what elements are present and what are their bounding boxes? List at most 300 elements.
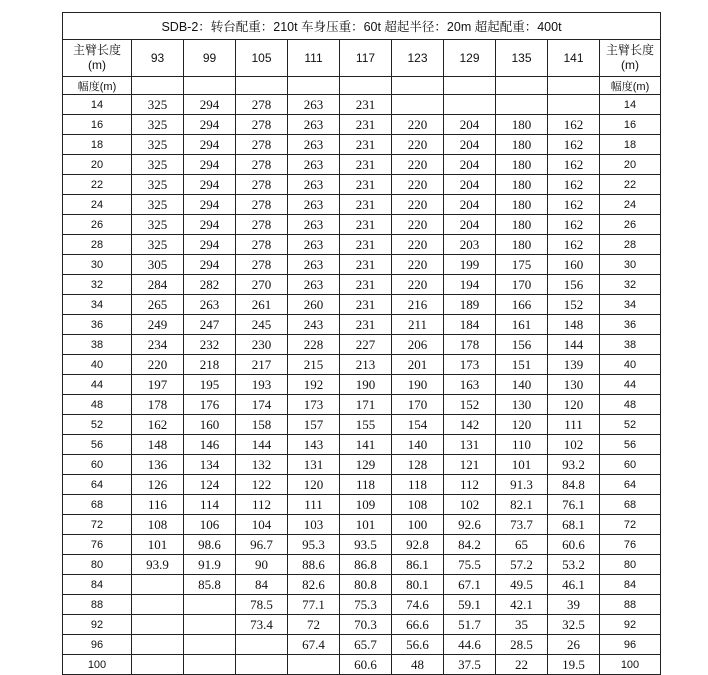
table-row	[63, 275, 661, 295]
capacity-cell	[132, 595, 184, 615]
capacity-cell: 126	[132, 475, 184, 495]
load-chart-table	[62, 12, 661, 675]
capacity-cell: 75.3	[340, 595, 392, 615]
radius-cell-right: 52	[600, 415, 661, 435]
capacity-cell: 114	[184, 495, 236, 515]
capacity-cell: 88.6	[288, 555, 340, 575]
capacity-cell: 122	[236, 475, 288, 495]
radius-cell-left: 16	[63, 115, 132, 135]
capacity-cell: 84.8	[548, 475, 600, 495]
radius-cell-right: 88	[600, 595, 661, 615]
capacity-cell: 93.2	[548, 455, 600, 475]
capacity-cell: 180	[496, 195, 548, 215]
capacity-cell	[132, 615, 184, 635]
boom-length-label-left	[63, 40, 132, 77]
radius-cell-left: 84	[63, 575, 132, 595]
capacity-cell: 180	[496, 115, 548, 135]
capacity-cell: 91.3	[496, 475, 548, 495]
radius-unit-row	[63, 77, 661, 95]
capacity-cell: 190	[340, 375, 392, 395]
capacity-cell: 325	[132, 95, 184, 115]
capacity-cell	[184, 615, 236, 635]
capacity-cell: 204	[444, 115, 496, 135]
capacity-cell: 51.7	[444, 615, 496, 635]
radius-cell-right: 26	[600, 215, 661, 235]
capacity-cell: 220	[392, 235, 444, 255]
capacity-cell: 247	[184, 315, 236, 335]
capacity-cell: 190	[392, 375, 444, 395]
radius-cell-left: 20	[63, 155, 132, 175]
capacity-cell: 263	[288, 175, 340, 195]
capacity-cell: 294	[184, 255, 236, 275]
capacity-cell: 19.5	[548, 655, 600, 675]
radius-cell-left: 48	[63, 395, 132, 415]
radius-cell-left: 64	[63, 475, 132, 495]
capacity-cell: 76.1	[548, 495, 600, 515]
capacity-cell: 278	[236, 135, 288, 155]
capacity-cell: 171	[340, 395, 392, 415]
capacity-cell: 261	[236, 295, 288, 315]
capacity-cell: 124	[184, 475, 236, 495]
capacity-cell: 166	[496, 295, 548, 315]
capacity-cell: 199	[444, 255, 496, 275]
radius-cell-right: 34	[600, 295, 661, 315]
capacity-cell	[132, 655, 184, 675]
capacity-cell: 128	[392, 455, 444, 475]
radius-cell-left: 100	[63, 655, 132, 675]
capacity-cell: 98.6	[184, 535, 236, 555]
capacity-cell: 263	[288, 195, 340, 215]
capacity-cell: 60.6	[340, 655, 392, 675]
capacity-cell: 294	[184, 135, 236, 155]
table-row	[63, 95, 661, 115]
capacity-cell: 278	[236, 175, 288, 195]
capacity-cell: 220	[392, 255, 444, 275]
empty-cell	[132, 77, 184, 95]
capacity-cell: 263	[288, 135, 340, 155]
boom-length-label-text: 主臂长度	[72, 43, 121, 57]
capacity-cell: 278	[236, 95, 288, 115]
radius-cell-right: 18	[600, 135, 661, 155]
boom-length-unit-text: (m)	[621, 58, 639, 72]
radius-cell-right: 24	[600, 195, 661, 215]
capacity-cell: 294	[184, 195, 236, 215]
capacity-cell: 234	[132, 335, 184, 355]
radius-cell-right: 64	[600, 475, 661, 495]
capacity-cell: 162	[548, 155, 600, 175]
capacity-cell: 231	[340, 175, 392, 195]
capacity-cell: 152	[548, 295, 600, 315]
capacity-cell: 77.1	[288, 595, 340, 615]
capacity-cell: 154	[392, 415, 444, 435]
capacity-cell	[184, 595, 236, 615]
radius-cell-left: 44	[63, 375, 132, 395]
table-row	[63, 435, 661, 455]
radius-cell-right: 80	[600, 555, 661, 575]
radius-cell-left: 38	[63, 335, 132, 355]
capacity-cell: 158	[236, 415, 288, 435]
empty-cell	[236, 77, 288, 95]
radius-cell-right: 44	[600, 375, 661, 395]
capacity-cell: 140	[392, 435, 444, 455]
capacity-cell: 263	[288, 255, 340, 275]
capacity-cell: 160	[548, 255, 600, 275]
radius-cell-left: 52	[63, 415, 132, 435]
capacity-cell: 67.4	[288, 635, 340, 655]
capacity-cell: 231	[340, 235, 392, 255]
table-row	[63, 635, 661, 655]
capacity-cell: 67.1	[444, 575, 496, 595]
radius-label-left: 幅度(m)	[63, 77, 132, 95]
capacity-cell: 142	[444, 415, 496, 435]
table-row	[63, 655, 661, 675]
capacity-cell: 80.1	[392, 575, 444, 595]
capacity-cell: 206	[392, 335, 444, 355]
capacity-cell: 22	[496, 655, 548, 675]
table-row	[63, 135, 661, 155]
boom-length-header-cell: 111	[288, 40, 340, 77]
capacity-cell	[548, 95, 600, 115]
capacity-cell: 163	[444, 375, 496, 395]
radius-cell-right: 60	[600, 455, 661, 475]
table-row	[63, 555, 661, 575]
capacity-cell: 141	[340, 435, 392, 455]
capacity-cell: 231	[340, 155, 392, 175]
radius-cell-left: 92	[63, 615, 132, 635]
table-row	[63, 195, 661, 215]
capacity-cell: 231	[340, 195, 392, 215]
capacity-cell: 148	[132, 435, 184, 455]
capacity-cell: 93.5	[340, 535, 392, 555]
capacity-cell: 231	[340, 135, 392, 155]
radius-cell-left: 88	[63, 595, 132, 615]
capacity-cell: 230	[236, 335, 288, 355]
table-row	[63, 615, 661, 635]
capacity-cell: 144	[236, 435, 288, 455]
capacity-cell: 143	[288, 435, 340, 455]
load-chart-body	[63, 13, 661, 675]
radius-cell-left: 14	[63, 95, 132, 115]
table-row	[63, 215, 661, 235]
capacity-cell: 243	[288, 315, 340, 335]
capacity-cell: 325	[132, 115, 184, 135]
capacity-cell: 184	[444, 315, 496, 335]
capacity-cell: 131	[288, 455, 340, 475]
capacity-cell: 204	[444, 215, 496, 235]
table-row	[63, 595, 661, 615]
capacity-cell: 75.5	[444, 555, 496, 575]
capacity-cell: 136	[132, 455, 184, 475]
capacity-cell: 220	[392, 215, 444, 235]
capacity-cell: 160	[184, 415, 236, 435]
capacity-cell: 101	[496, 455, 548, 475]
capacity-cell: 220	[392, 175, 444, 195]
radius-cell-left: 96	[63, 635, 132, 655]
capacity-cell: 227	[340, 335, 392, 355]
boom-length-header-cell: 135	[496, 40, 548, 77]
capacity-cell: 294	[184, 115, 236, 135]
capacity-cell: 204	[444, 135, 496, 155]
capacity-cell: 130	[496, 395, 548, 415]
capacity-cell: 282	[184, 275, 236, 295]
radius-cell-right: 38	[600, 335, 661, 355]
capacity-cell: 46.1	[548, 575, 600, 595]
capacity-cell: 102	[548, 435, 600, 455]
capacity-cell	[288, 655, 340, 675]
radius-cell-right: 84	[600, 575, 661, 595]
capacity-cell: 157	[288, 415, 340, 435]
capacity-cell: 231	[340, 275, 392, 295]
capacity-cell: 35	[496, 615, 548, 635]
capacity-cell: 231	[340, 315, 392, 335]
capacity-cell: 228	[288, 335, 340, 355]
capacity-cell: 218	[184, 355, 236, 375]
radius-cell-left: 18	[63, 135, 132, 155]
radius-cell-right: 20	[600, 155, 661, 175]
empty-cell	[288, 77, 340, 95]
capacity-cell: 134	[184, 455, 236, 475]
capacity-cell: 120	[548, 395, 600, 415]
capacity-cell: 162	[548, 195, 600, 215]
radius-cell-left: 68	[63, 495, 132, 515]
capacity-cell: 294	[184, 175, 236, 195]
capacity-cell	[132, 575, 184, 595]
capacity-cell: 108	[132, 515, 184, 535]
capacity-cell: 151	[496, 355, 548, 375]
capacity-cell: 174	[236, 395, 288, 415]
capacity-cell: 278	[236, 115, 288, 135]
empty-cell	[444, 77, 496, 95]
radius-cell-right: 48	[600, 395, 661, 415]
radius-cell-left: 34	[63, 295, 132, 315]
table-row	[63, 315, 661, 335]
radius-cell-right: 14	[600, 95, 661, 115]
boom-length-header-cell: 117	[340, 40, 392, 77]
radius-cell-right: 68	[600, 495, 661, 515]
capacity-cell: 245	[236, 315, 288, 335]
capacity-cell: 231	[340, 215, 392, 235]
capacity-cell: 263	[288, 115, 340, 135]
capacity-cell: 192	[288, 375, 340, 395]
capacity-cell: 120	[288, 475, 340, 495]
capacity-cell: 59.1	[444, 595, 496, 615]
capacity-cell	[132, 635, 184, 655]
radius-cell-left: 24	[63, 195, 132, 215]
capacity-cell: 162	[548, 175, 600, 195]
boom-length-header-cell: 99	[184, 40, 236, 77]
capacity-cell: 152	[444, 395, 496, 415]
capacity-cell: 131	[444, 435, 496, 455]
capacity-cell: 26	[548, 635, 600, 655]
capacity-cell: 220	[132, 355, 184, 375]
radius-cell-left: 72	[63, 515, 132, 535]
capacity-cell: 111	[288, 495, 340, 515]
radius-cell-right: 76	[600, 535, 661, 555]
title-row	[63, 13, 661, 40]
capacity-cell: 132	[236, 455, 288, 475]
capacity-cell: 116	[132, 495, 184, 515]
capacity-cell: 130	[548, 375, 600, 395]
capacity-cell: 155	[340, 415, 392, 435]
capacity-cell	[392, 95, 444, 115]
table-row	[63, 155, 661, 175]
capacity-cell: 204	[444, 155, 496, 175]
capacity-cell: 60.6	[548, 535, 600, 555]
boom-length-header-cell: 123	[392, 40, 444, 77]
capacity-cell: 74.6	[392, 595, 444, 615]
capacity-cell: 73.4	[236, 615, 288, 635]
capacity-cell: 189	[444, 295, 496, 315]
capacity-cell: 156	[548, 275, 600, 295]
capacity-cell: 80.8	[340, 575, 392, 595]
capacity-cell: 193	[236, 375, 288, 395]
capacity-cell: 263	[288, 275, 340, 295]
capacity-cell: 95.3	[288, 535, 340, 555]
capacity-cell: 175	[496, 255, 548, 275]
capacity-cell: 325	[132, 135, 184, 155]
capacity-cell: 180	[496, 135, 548, 155]
capacity-cell: 325	[132, 155, 184, 175]
empty-cell	[496, 77, 548, 95]
capacity-cell: 65.7	[340, 635, 392, 655]
capacity-cell: 101	[132, 535, 184, 555]
capacity-cell: 325	[132, 195, 184, 215]
radius-cell-left: 26	[63, 215, 132, 235]
capacity-cell: 180	[496, 215, 548, 235]
capacity-cell: 220	[392, 135, 444, 155]
capacity-cell: 86.8	[340, 555, 392, 575]
capacity-cell: 220	[392, 275, 444, 295]
radius-cell-right: 36	[600, 315, 661, 335]
table-row	[63, 335, 661, 355]
capacity-cell: 86.1	[392, 555, 444, 575]
radius-cell-right: 32	[600, 275, 661, 295]
capacity-cell: 139	[548, 355, 600, 375]
capacity-cell: 231	[340, 115, 392, 135]
capacity-cell	[184, 635, 236, 655]
capacity-cell: 325	[132, 235, 184, 255]
capacity-cell	[496, 95, 548, 115]
table-row	[63, 575, 661, 595]
capacity-cell: 204	[444, 175, 496, 195]
capacity-cell	[444, 95, 496, 115]
capacity-cell: 211	[392, 315, 444, 335]
capacity-cell: 48	[392, 655, 444, 675]
empty-cell	[340, 77, 392, 95]
capacity-cell: 220	[392, 155, 444, 175]
capacity-cell: 108	[392, 495, 444, 515]
capacity-cell: 162	[548, 115, 600, 135]
capacity-cell: 148	[548, 315, 600, 335]
capacity-cell: 103	[288, 515, 340, 535]
capacity-cell: 90	[236, 555, 288, 575]
capacity-cell: 73.7	[496, 515, 548, 535]
boom-length-header-row	[63, 40, 661, 77]
boom-length-header-cell: 141	[548, 40, 600, 77]
capacity-cell: 100	[392, 515, 444, 535]
capacity-cell: 325	[132, 175, 184, 195]
capacity-cell: 284	[132, 275, 184, 295]
empty-cell	[392, 77, 444, 95]
capacity-cell: 195	[184, 375, 236, 395]
table-row	[63, 175, 661, 195]
capacity-cell: 173	[444, 355, 496, 375]
capacity-cell: 161	[496, 315, 548, 335]
capacity-cell: 68.1	[548, 515, 600, 535]
radius-cell-left: 32	[63, 275, 132, 295]
capacity-cell: 263	[184, 295, 236, 315]
capacity-cell: 178	[444, 335, 496, 355]
capacity-cell: 216	[392, 295, 444, 315]
capacity-cell: 85.8	[184, 575, 236, 595]
table-row	[63, 115, 661, 135]
capacity-cell: 28.5	[496, 635, 548, 655]
capacity-cell: 294	[184, 215, 236, 235]
capacity-cell: 102	[444, 495, 496, 515]
capacity-cell: 53.2	[548, 555, 600, 575]
capacity-cell: 70.3	[340, 615, 392, 635]
capacity-cell: 112	[236, 495, 288, 515]
capacity-cell: 162	[548, 235, 600, 255]
capacity-cell: 263	[288, 235, 340, 255]
capacity-cell: 92.8	[392, 535, 444, 555]
radius-cell-right: 28	[600, 235, 661, 255]
table-row	[63, 495, 661, 515]
capacity-cell: 49.5	[496, 575, 548, 595]
capacity-cell: 231	[340, 295, 392, 315]
table-row	[63, 355, 661, 375]
capacity-cell: 263	[288, 155, 340, 175]
capacity-cell: 170	[392, 395, 444, 415]
radius-cell-right: 22	[600, 175, 661, 195]
table-row	[63, 475, 661, 495]
capacity-cell: 260	[288, 295, 340, 315]
radius-cell-left: 40	[63, 355, 132, 375]
radius-cell-right: 92	[600, 615, 661, 635]
capacity-cell: 121	[444, 455, 496, 475]
radius-cell-left: 22	[63, 175, 132, 195]
capacity-cell: 294	[184, 95, 236, 115]
capacity-cell: 215	[288, 355, 340, 375]
capacity-cell: 42.1	[496, 595, 548, 615]
capacity-cell: 84.2	[444, 535, 496, 555]
capacity-cell: 294	[184, 155, 236, 175]
capacity-cell: 278	[236, 235, 288, 255]
capacity-cell: 204	[444, 195, 496, 215]
capacity-cell: 110	[496, 435, 548, 455]
capacity-cell: 294	[184, 235, 236, 255]
capacity-cell: 325	[132, 215, 184, 235]
capacity-cell: 118	[392, 475, 444, 495]
radius-cell-left: 60	[63, 455, 132, 475]
capacity-cell: 173	[288, 395, 340, 415]
capacity-cell: 197	[132, 375, 184, 395]
radius-cell-right: 72	[600, 515, 661, 535]
radius-cell-left: 28	[63, 235, 132, 255]
capacity-cell: 101	[340, 515, 392, 535]
capacity-cell: 44.6	[444, 635, 496, 655]
boom-length-label-right	[600, 40, 661, 77]
table-row	[63, 395, 661, 415]
capacity-cell: 93.9	[132, 555, 184, 575]
empty-cell	[184, 77, 236, 95]
radius-cell-right: 100	[600, 655, 661, 675]
capacity-cell: 32.5	[548, 615, 600, 635]
capacity-cell: 180	[496, 175, 548, 195]
capacity-cell: 106	[184, 515, 236, 535]
capacity-cell: 278	[236, 215, 288, 235]
capacity-cell	[236, 635, 288, 655]
